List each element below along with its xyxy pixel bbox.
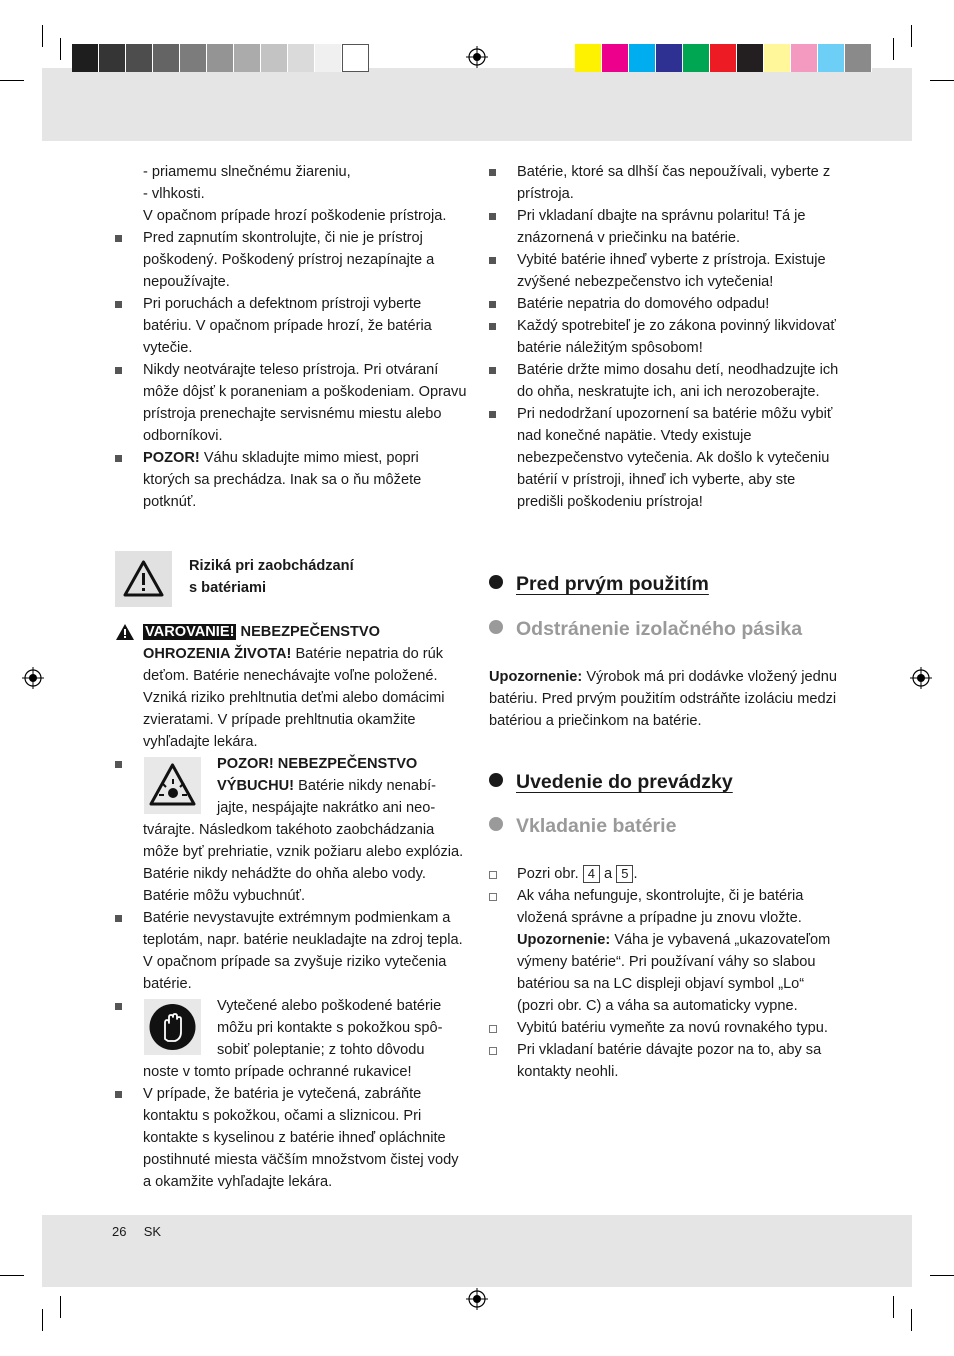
leak-item <box>115 1083 467 1193</box>
color-swatch <box>234 44 261 72</box>
header-band <box>42 68 912 141</box>
gloves-icon-box <box>144 999 201 1055</box>
crop-mark <box>42 1309 43 1331</box>
explosion-hazard-icon <box>144 757 201 814</box>
process-color-bar <box>575 44 872 72</box>
extreme-conditions-item <box>115 907 467 995</box>
color-swatch <box>791 44 818 72</box>
figure-ref: 4 <box>583 865 600 883</box>
list-item: Každý spotrebiteľ je zo zákona povinný likvidovať batérie náležitým spôsobom! <box>517 318 836 356</box>
color-swatch <box>72 44 99 72</box>
color-swatch <box>656 44 683 72</box>
crop-mark <box>930 80 954 81</box>
protective-gloves-icon <box>144 999 201 1055</box>
color-swatch <box>575 44 602 72</box>
list-item: Pri vkladaní batérie dávajte pozor na to, aby sa kontakty neohli. <box>517 1042 822 1080</box>
body-text: tvárajte. Následkom takéhoto zaobchádzania môže byť prehriatie, vznik požiaru alebo explózia. Batérie nikdy nehádžte do ohňa alebo vody. Batérie môžu vybuchnúť. <box>143 822 464 904</box>
subsection-heading: Vkladanie batérie <box>489 815 676 838</box>
crop-mark <box>42 25 43 47</box>
color-swatch <box>261 44 288 72</box>
registration-mark-icon <box>466 1288 488 1310</box>
list-item: Vybitú batériu vymeňte za novú rovnakého typu. <box>517 1020 828 1036</box>
bullet-dot-icon <box>489 620 503 634</box>
body-text: V opačnom prípade hrozí poškodenie prístroja. <box>143 208 447 224</box>
crop-mark <box>0 80 24 81</box>
warning-triangle-icon <box>115 551 172 607</box>
section-heading: Pred prvým použitím <box>489 573 709 596</box>
color-swatch <box>764 44 791 72</box>
warning-block <box>115 621 467 753</box>
crop-mark <box>930 1275 954 1276</box>
color-swatch <box>153 44 180 72</box>
crop-mark <box>60 38 61 60</box>
color-swatch <box>207 44 234 72</box>
registration-mark-icon <box>910 667 932 689</box>
body-text: noste v tomto prípade ochranné rukavice! <box>143 1064 412 1080</box>
crop-mark <box>911 25 912 47</box>
color-swatch <box>683 44 710 72</box>
color-swatch <box>315 44 342 72</box>
color-swatch <box>126 44 153 72</box>
bullet-square-icon <box>115 1003 122 1010</box>
list-item: Pri vkladaní dbajte na správnu polaritu! Tá je znázornená v priečinku na batérie. <box>517 208 806 246</box>
section-heading: Uvedenie do prevádzky <box>489 771 733 794</box>
list-item: POZOR! Váhu skladujte mimo miest, popri ktorých sa prechádza. Inak sa o ňu môžete potknúť. <box>143 450 422 510</box>
color-swatch <box>818 44 845 72</box>
color-swatch <box>845 44 872 72</box>
body-text: - priamemu slnečnému žiareniu, <box>143 164 351 180</box>
figure-ref: 5 <box>616 865 633 883</box>
page-number: 26 <box>112 1224 127 1239</box>
crop-mark <box>893 38 894 60</box>
bullet-dot-icon <box>489 817 503 831</box>
crop-mark <box>911 1309 912 1331</box>
pozor-label: POZOR! <box>143 450 200 466</box>
crop-mark <box>0 1275 24 1276</box>
crop-mark <box>60 1296 61 1318</box>
list-item: Batérie držte mimo dosahu detí, neodhadzujte ich do ohňa, neskratujte ich, ani ich nerozoberajte. <box>517 362 839 400</box>
list-item: VAROVANIE! NEBEZPEČENSTVO OHROZENIA ŽIVOTA! Batérie nepatria do rúk deťom. Batérie nenechávajte voľne položené. Vzniká riziko prehltnutia deťmi alebo domácimi zvieratami. V prípade prehltnutia okamžite vyhľadajte lekára. <box>115 621 467 753</box>
note-paragraph: Upozornenie: Výrobok má pri dodávke vložený jednu batériu. Pred prvým použitím odstráňte izoláciu medzi batériou a priečinkom na batérie. <box>489 669 837 729</box>
list-item: Pri nedodržaní upozornení sa batérie môžu vybiť nad konečné napätie. Vtedy existuje nebezpečenstvo vytečenia. Ak došlo k vytečeniu batérií v prístroji, ihneď ich vyberte, aby ste predišli poškodeniu prístroja! <box>517 406 833 510</box>
varovanie-label: VAROVANIE! <box>145 624 235 640</box>
explosion-icon-box <box>144 757 201 814</box>
body-text: - vlhkosti. <box>143 186 205 202</box>
page-footer <box>112 1223 161 1241</box>
color-swatch <box>342 44 369 72</box>
language-code: SK <box>143 1224 162 1239</box>
right-column-list <box>489 161 841 513</box>
list-item: Vybité batérie ihneď vyberte z prístroja. Existuje zvýšené nebezpečenstvo ich vytečenia! <box>517 252 826 290</box>
registration-mark-icon <box>22 667 44 689</box>
list-item: Batérie, ktoré sa dlhší čas nepoužívali, vyberte z prístroja. <box>517 164 831 202</box>
color-swatch <box>602 44 629 72</box>
list-item: Batérie nepatria do domového odpadu! <box>517 296 770 312</box>
color-swatch <box>180 44 207 72</box>
subsection-heading: Odstránenie izolačného pásika <box>489 618 802 641</box>
warning-triangle-box <box>115 551 172 607</box>
list-item: Ak váha nefunguje, skontrolujte, či je batéria vložená správne a prípadne ju znovu vložte. Upozornenie: Váha je vybavená „ukazovateľom výmeny batérie“. Pri používaní váhy so slabou batériou sa na LC displeji objaví symbol „Lo“ (pozri obr. C) a váha sa automaticky vypne. <box>517 888 831 1014</box>
footer-band <box>42 1215 912 1287</box>
list-item: Pri poruchách a defektnom prístroji vyberte batériu. V opačnom prípade hrozí, že batéria vytečie. <box>143 296 432 356</box>
color-swatch <box>99 44 126 72</box>
color-swatch <box>288 44 315 72</box>
color-swatch <box>710 44 737 72</box>
greyscale-color-bar <box>72 44 369 72</box>
risk-section-title: Riziká pri zaobchádzaní s batériami <box>189 558 354 596</box>
list-item: Pozri obr. 4 a 5 . <box>517 866 638 882</box>
color-swatch <box>629 44 656 72</box>
list-item: V prípade, že batéria je vytečená, zabráňte kontaktu s pokožkou, očami a sliznicou. Pri kontakte s kyselinou z batérie ihneď opláchnite postihnuté miesta väčším množstvom čistej vody a okamžite vyhľadajte lekára. <box>143 1086 459 1190</box>
bullet-dot-icon <box>489 575 503 589</box>
left-column <box>115 161 467 513</box>
color-swatch <box>737 44 764 72</box>
bullet-square-icon <box>115 761 122 768</box>
list-item: Batérie nevystavujte extrémnym podmienkam a teplotám, napr. batérie neukladajte na zdroj tepla. V opačnom prípade sa zvyšuje riziko vytečenia batérie. <box>143 910 463 992</box>
crop-mark <box>893 1296 894 1318</box>
warning-small-icon <box>115 623 143 650</box>
bullet-dot-icon <box>489 773 503 787</box>
registration-mark-icon <box>466 46 488 68</box>
list-item: Nikdy neotvárajte teleso prístroja. Pri otváraní môže dôjsť k poraneniam a poškodeniam. Opravu prístroja prenechajte servisnému miestu alebo odborníkovi. <box>143 362 467 444</box>
steps-list <box>489 863 841 1083</box>
list-item: Pred zapnutím skontrolujte, či nie je prístroj poškodený. Poškodený prístroj nezapínajte a nepoužívajte. <box>143 230 435 290</box>
